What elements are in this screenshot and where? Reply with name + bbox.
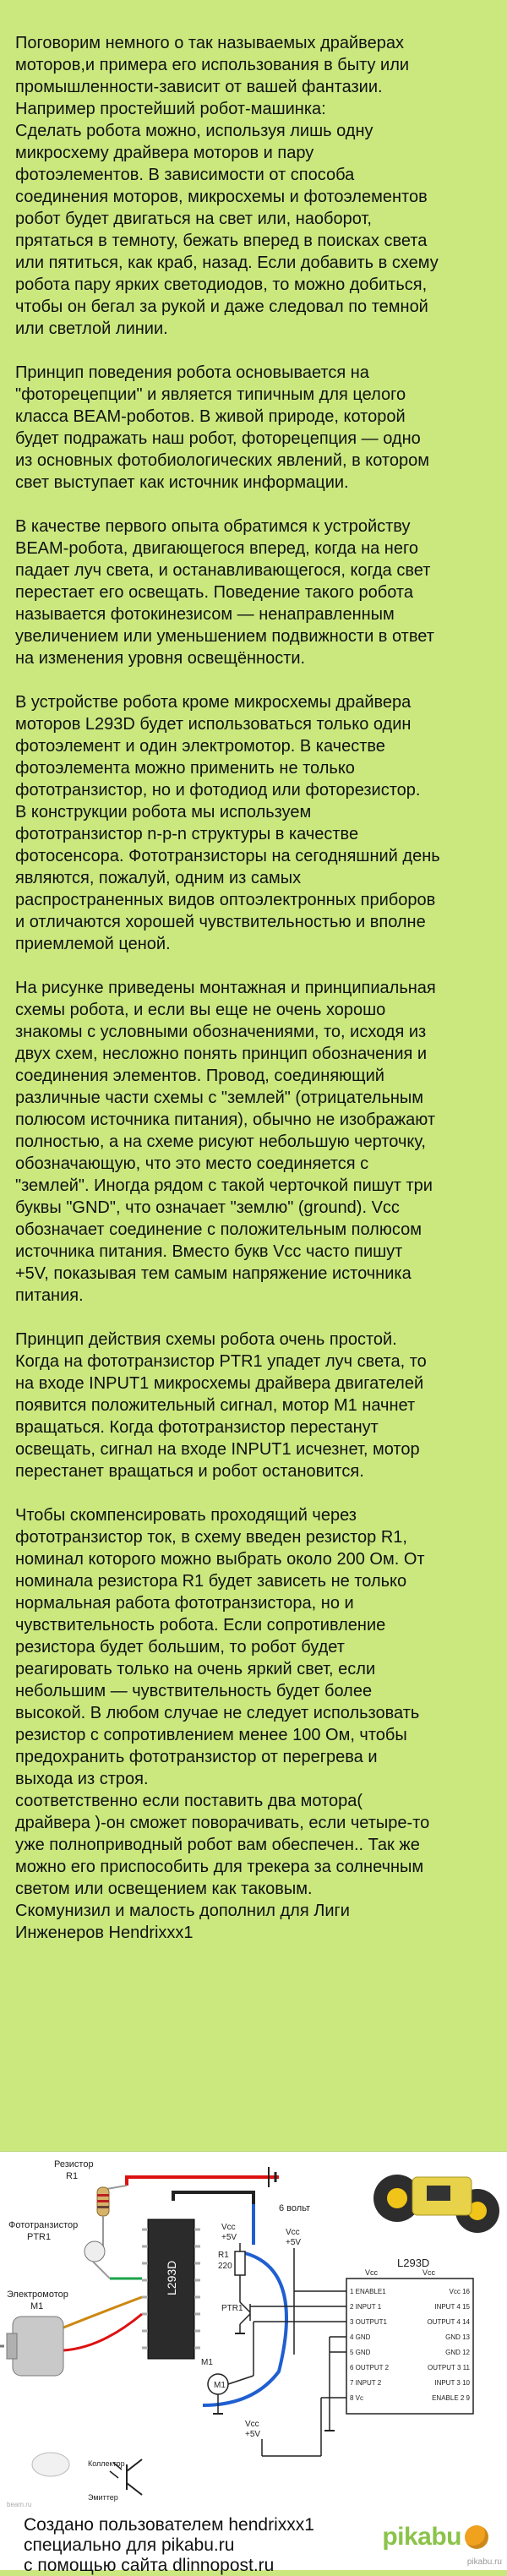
text-line: обозначает соединение с положительным полюсом — [15, 1220, 422, 1239]
pin-label: INPUT 4 15 — [434, 2303, 470, 2311]
text-line: резистор с сопротивлением менее 100 Ом, чтобы — [15, 1726, 407, 1744]
source-watermark: beam.ru — [7, 2501, 32, 2508]
l293d-title: L293D — [397, 2257, 430, 2269]
text-line: робот будет двигаться на свет или, наоборот, — [15, 210, 372, 228]
schematic-5v: +5V — [221, 2233, 237, 2242]
text-line: полностью, а на схеме рисуют небольшую черточку, — [15, 1132, 426, 1151]
text-line: уже полноприводный робот вам обеспечен.. Так же — [15, 1836, 420, 1854]
text-line: фотоэлементов. В зависимости от способа — [15, 166, 355, 184]
paragraph-components — [15, 691, 492, 955]
resistor-label: Резистор — [54, 2159, 94, 2169]
text-line: двух схем, несложно понять принцип обозначения и — [15, 1045, 428, 1063]
footer-line: специально для pikabu.ru — [24, 2535, 235, 2555]
text-line: Сделать робота можно, используя лишь одну — [15, 122, 373, 140]
text-line: микросхему драйвера моторов и пару — [15, 144, 314, 162]
pin-label: 4 GND — [350, 2333, 371, 2341]
emitter-label: Эмиттер — [88, 2493, 118, 2502]
text-line: класса BEAM-роботов. В живой природе, которой — [15, 407, 406, 426]
l293d-vcc-2: Vcc — [422, 2268, 436, 2277]
phototransistor-body — [84, 2241, 105, 2262]
text-line: Например простейший робот-машинка: — [15, 100, 326, 118]
paragraph-principle — [15, 362, 492, 494]
schematic-vcc-3: Vcc — [245, 2420, 259, 2429]
text-line: освещать, сигнал на входе INPUT1 исчезнет, мотор — [15, 1440, 420, 1459]
robot-chip — [427, 2186, 450, 2201]
text-line: фотоэлемент и один электромотор. В качестве — [15, 737, 385, 756]
footer-text — [24, 2515, 314, 2576]
resistor-band — [97, 2200, 109, 2202]
footer-line: Создано пользователем hendrixxx1 — [24, 2515, 314, 2535]
paragraph-photokinesis — [15, 516, 492, 669]
pin-label: ENABLE 2 9 — [432, 2394, 470, 2402]
text-line: Чтобы скомпенсировать проходящий через — [15, 1506, 357, 1525]
motor-cap — [7, 2333, 17, 2359]
text-line: прятаться в темноту, бежать вперед в поисках света — [15, 232, 428, 250]
text-line: буквы "GND", что означает "землю" (ground). Vcc — [15, 1198, 400, 1217]
text-line: соответственно если поставить два мотора( — [15, 1792, 363, 1810]
text-line: Инженеров Hendrixxx1 — [15, 1924, 194, 1942]
text-line: чтобы он бегал за рукой и даже следовал по темной — [15, 297, 428, 316]
text-line: Принцип поведения робота основывается на — [15, 363, 369, 382]
robot-photo — [373, 2175, 499, 2233]
text-line: номинал которого можно выбрать около 200 Ом. От — [15, 1550, 425, 1569]
pin-label: 1 ENABLE1 — [350, 2288, 386, 2295]
text-line: В конструкции робота мы используем — [15, 803, 312, 821]
text-line: Поговорим немного о так называемых драйверах — [15, 34, 404, 52]
text-line: появится положительный сигнал, мотор M1 начнет — [15, 1396, 416, 1415]
circuit-figure — [0, 2151, 507, 2513]
text-line: фототранзистор ток, в схему введен резистор R1, — [15, 1528, 407, 1547]
text-line: соединения элементов. Провод, соединяющий — [15, 1067, 384, 1085]
text-line: фотосенсора. Фототранзисторы на сегодняшний день — [15, 847, 440, 865]
text-line: падает луч света, и останавливающегося, когда свет — [15, 561, 431, 580]
m1-label: M1 — [30, 2301, 44, 2311]
text-line: промышленности-зависит от вашей фантазии. — [15, 78, 383, 96]
text-line: называется фотокинезисом — ненаправленным — [15, 605, 395, 624]
schematic-5v-3: +5V — [245, 2430, 261, 2439]
text-line: можно его приспособить для трекера за солнечным — [15, 1858, 424, 1876]
text-line: выхода из строя. — [15, 1770, 149, 1788]
text-line: небольшим — чувствительность будет более — [15, 1682, 373, 1700]
text-line: Принцип действия схемы робота очень простой. — [15, 1330, 397, 1349]
article-text — [15, 32, 492, 1966]
text-line: +5V, показывая тем самым напряжение источника — [15, 1264, 412, 1283]
motor-body — [13, 2317, 63, 2376]
robot-hub — [387, 2188, 407, 2208]
pin-label: 8 Vc — [350, 2394, 364, 2402]
circuit-diagram — [0, 2152, 507, 2512]
text-line: фототранзистор n-p-n структуры в качестве — [15, 825, 359, 843]
paragraph-resistor — [15, 1504, 492, 1944]
text-line: распространенных видов оптоэлектронных приборов — [15, 891, 436, 909]
text-line: предохранить фототранзистор от перегрева и — [15, 1748, 378, 1766]
text-line: робота пару ярких светодиодов, то можно добиться, — [15, 276, 428, 294]
pin-label: 2 INPUT 1 — [350, 2303, 382, 2311]
text-line: на изменения уровня освещённости. — [15, 649, 306, 668]
paragraph-intro — [15, 32, 492, 340]
text-line: приемлемой ценой. — [15, 935, 171, 953]
ptr1-label: PTR1 — [27, 2232, 52, 2242]
text-line: Скомунизил и малость дополнил для Лиги — [15, 1902, 350, 1920]
text-line: увеличением или уменьшением подвижности в ответ — [15, 627, 434, 646]
text-line: перестает его освещать. Поведение такого робота — [15, 583, 413, 602]
pin-label: Vcc 16 — [449, 2288, 470, 2295]
text-line: фототранзистор, но и фотодиод или фоторезистор. — [15, 781, 421, 800]
schematic-r1: R1 — [218, 2251, 229, 2260]
pin-label: 6 OUTPUT 2 — [350, 2364, 390, 2371]
text-line: реагировать только на очень яркий свет, если — [15, 1660, 376, 1678]
text-line: Когда на фототранзистор PTR1 упадет луч света, то — [15, 1352, 427, 1371]
schematic-motor-m: M1 — [214, 2381, 226, 2390]
schematic-5v-2: +5V — [286, 2238, 302, 2247]
text-line: фотоэлемента можно применить не только — [15, 759, 355, 778]
text-line: нормальная работа фототранзистора, но и — [15, 1594, 354, 1613]
text-line: или пятиться, как краб, назад. Если добавить в схему — [15, 254, 439, 272]
text-line: номинала резистора R1 будет зависеть не только — [15, 1572, 407, 1591]
text-line: на входе INPUT1 микросхемы драйвера двигателей — [15, 1374, 424, 1393]
text-line: На рисунке приведены монтажная и принципиальная — [15, 979, 436, 997]
battery-label: 6 вольт — [279, 2203, 311, 2213]
schematic-ptr1: PTR1 — [221, 2304, 243, 2313]
paragraph-operation — [15, 1329, 492, 1482]
text-line: вращаться. Когда фототранзистор перестанут — [15, 1418, 379, 1437]
text-line: "землей". Иногда рядом с такой черточкой пишут три — [15, 1176, 433, 1195]
phototransistor-label: Фототранзистор — [8, 2220, 79, 2230]
text-line: драйвера )-он сможет поворачивать, если четыре-то — [15, 1814, 430, 1832]
text-line: В качестве первого опыта обратимся к устройству — [15, 517, 411, 536]
collector-label: Коллектор — [88, 2459, 125, 2468]
r1-label: R1 — [66, 2171, 79, 2181]
footer-banner — [0, 2510, 507, 2575]
text-line: соединения моторов, микросхемы и фотоэлементов — [15, 188, 428, 206]
pin-label: 5 GND — [350, 2349, 371, 2356]
l293d-vcc: Vcc — [365, 2268, 379, 2277]
pikabu-logo-text[interactable]: pikabu — [382, 2523, 461, 2551]
text-line: свет выступает как источник информации. — [15, 473, 349, 492]
text-line: моторов L293D будет использоваться только один — [15, 715, 412, 734]
text-line: различные части схемы с "землей" (отрицательным — [15, 1089, 424, 1107]
schematic-vcc-2: Vcc — [286, 2228, 300, 2237]
text-line: знакомы с условными обозначениями, то, исходя из — [15, 1023, 427, 1041]
pin-label: OUTPUT 4 14 — [427, 2318, 470, 2326]
footer-line: с помощью сайта dlinnopost.ru — [24, 2556, 275, 2575]
resistor-band — [97, 2194, 109, 2197]
text-line: из основных фотобиологических явлений, в котором — [15, 451, 429, 470]
pikabu-logo-icon — [465, 2525, 488, 2549]
text-line: высокой. В любом случае не следует использовать — [15, 1704, 420, 1722]
pin-label: 7 INPUT 2 — [350, 2379, 382, 2387]
text-line: BEAM-робота, двигающегося вперед, когда на него — [15, 539, 418, 558]
text-line: питания. — [15, 1286, 84, 1305]
text-line: перестанет вращаться и робот остановится. — [15, 1462, 364, 1481]
pin-label: GND 12 — [445, 2349, 470, 2356]
text-line: являются, пожалуй, одним из самых — [15, 869, 302, 887]
text-line: В устройстве робота кроме микросхемы драйвера — [15, 693, 412, 712]
schematic-r1-value: 220 — [218, 2262, 232, 2271]
text-line: схемы робота, и если вы еще не очень хорошо — [15, 1001, 386, 1019]
text-line: резистора будет большим, то робот будет — [15, 1638, 345, 1656]
motor-label: Электромотор — [7, 2289, 68, 2300]
paragraph-schematics — [15, 977, 492, 1307]
text-line: светом или освещением как таковым. — [15, 1880, 313, 1898]
pin-label: INPUT 3 10 — [434, 2379, 470, 2387]
text-line: и отличаются хорошей чувствительностью и вполне — [15, 913, 426, 931]
text-line: обозначающую, что это место соединяется с — [15, 1154, 369, 1173]
text-line: или светлой линии. — [15, 319, 168, 338]
pin-label: OUTPUT 3 11 — [428, 2364, 470, 2371]
schematic-vcc: Vcc — [221, 2223, 236, 2232]
text-line: полюсом источника питания), обычно не изображают — [15, 1111, 436, 1129]
text-line: "фоторецепции" и является типичным для целого — [15, 385, 406, 404]
pikabu-watermark: pikabu.ru — [466, 2557, 502, 2567]
pin-label: 3 OUTPUT1 — [350, 2318, 388, 2326]
pin-label: GND 13 — [445, 2333, 470, 2341]
text-line: моторов,и примера его использования в быту или — [15, 56, 410, 74]
text-line: источника питания. Вместо букв Vcc часто пишут — [15, 1242, 403, 1261]
schematic-resistor — [235, 2251, 245, 2275]
l293d-block — [346, 2279, 473, 2414]
text-line: будет подражать наш робот, фоторецепция — одно — [15, 429, 421, 448]
resistor-band — [97, 2206, 109, 2208]
schematic-m1: M1 — [201, 2358, 213, 2367]
phototransistor-photo — [32, 2453, 69, 2476]
chip-label: L293D — [165, 2260, 178, 2295]
text-line: чувствительность робота. Если сопротивление — [15, 1616, 386, 1635]
